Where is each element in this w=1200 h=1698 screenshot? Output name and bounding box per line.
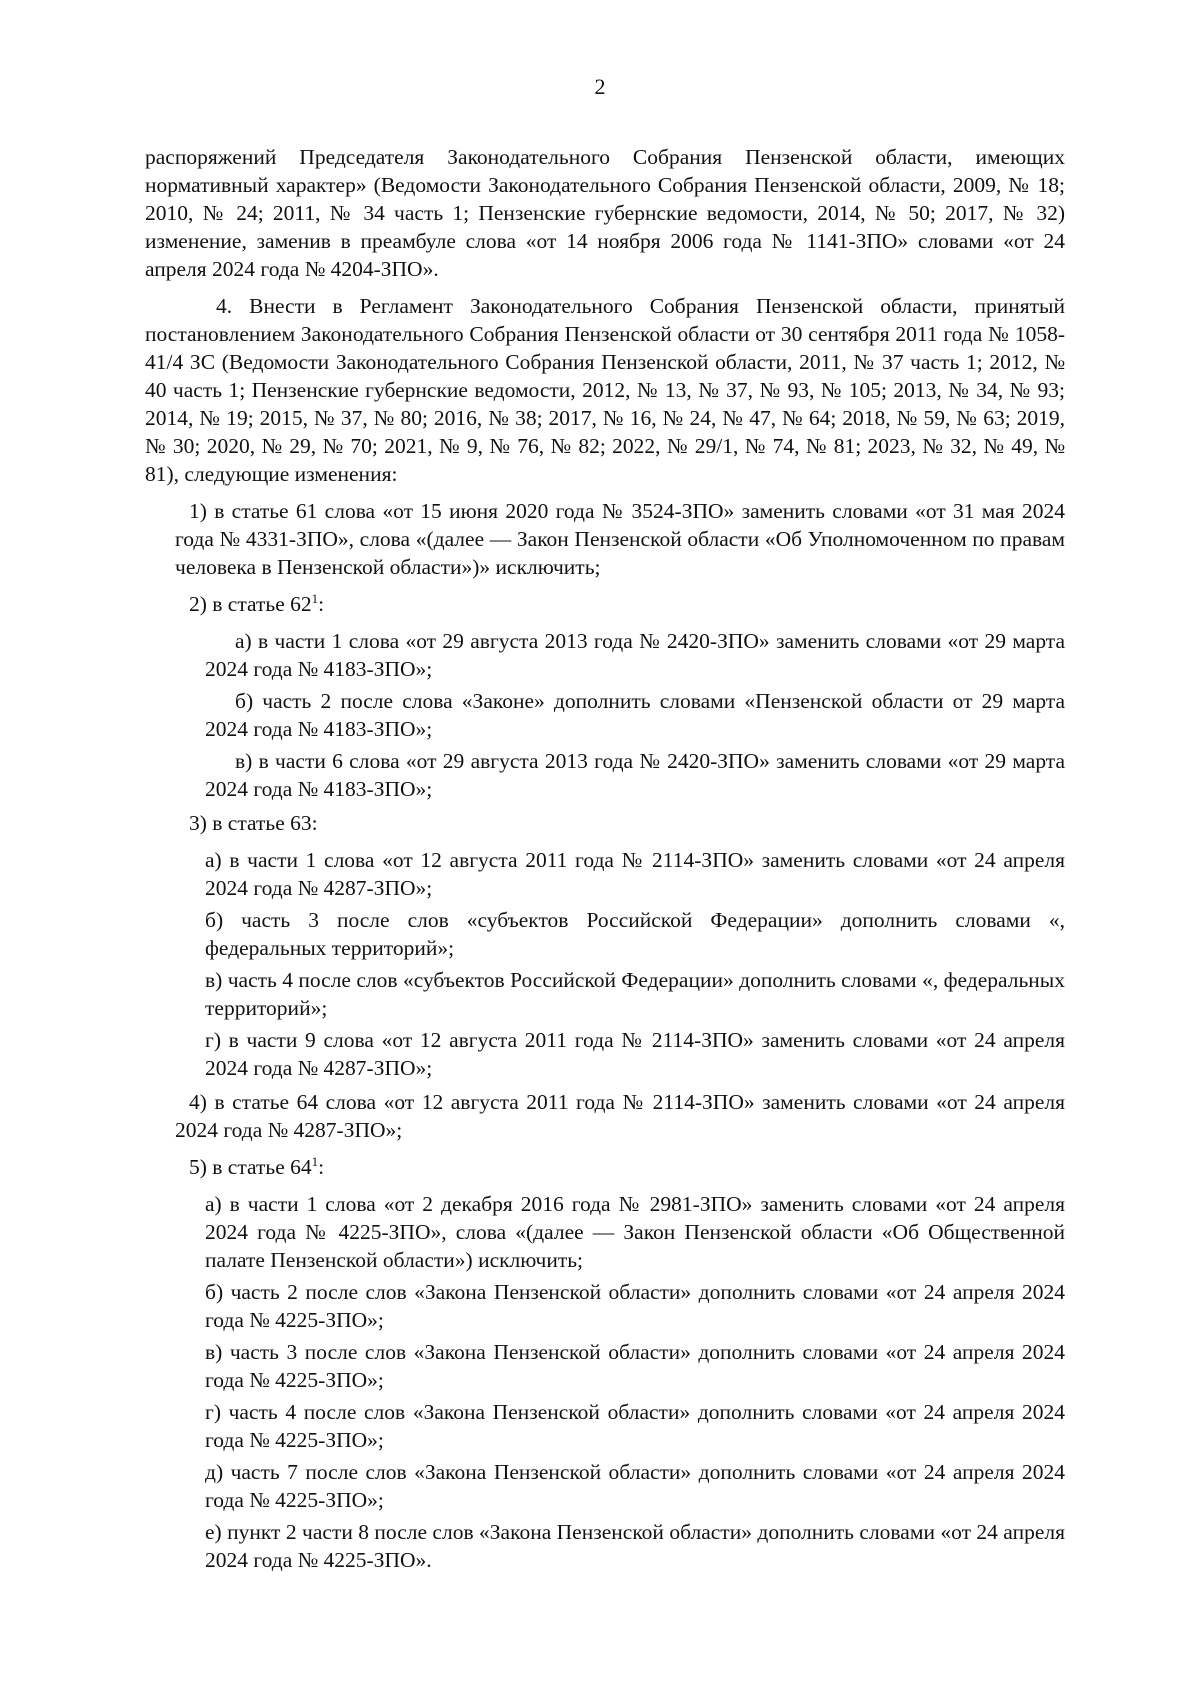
item-3-v: в) часть 4 после слов «субъектов Российской Федерации» дополнить словами «, федеральных территорий»; [205, 968, 1065, 1020]
item-2-b: б) часть 2 после слова «Законе» дополнить словами «Пензенской области от 29 марта 2024 года № 4183-ЗПО»; [205, 689, 1065, 741]
item-3-heading: 3) в статье 63: [189, 811, 318, 835]
item-2-v: в) в части 6 слова «от 29 августа 2013 года № 2420-ЗПО» заменить словами «от 29 марта 2024 года № 4183-ЗПО»; [205, 749, 1065, 801]
page-number: 2 [594, 74, 606, 99]
item-5-g: г) часть 4 после слов «Закона Пензенской области» дополнить словами «от 24 апреля 2024 года № 4225-ЗПО»; [205, 1400, 1065, 1452]
item-1: 1) в статье 61 слова «от 15 июня 2020 года № 3524-ЗПО» заменить словами «от 31 мая 2024 года № 4331-ЗПО», слова «(далее — Закон Пензенской области «Об Уполномоченном по правам человека в Пензенской области»)» исключить; [175, 499, 1065, 579]
paragraph-4: 4. Внести в Регламент Законодательного Собрания Пензенской области, принятый постановлением Законодательного Собрания Пензенской области от 30 сентября 2011 года № 1058-41/4 ЗС (Ведомости Законодательного Собрания Пензенской области, 2011, № 37 часть 1; 2012, № 40 часть 1; Пензенские губернские ведомости, 2012, № 13, № 37, № 93, № 105; 2013, № 34, № 93; 2014, № 19; 2015, № 37, № 80; 2016, № 38; 2017, № 16, № 24, № 47, № 64; 2018, № 59, № 63; 2019, № 30; 2020, № 29, № 70; 2021, № 9, № 76, № 82; 2022, № 29/1, № 74, № 81; 2023, № 32, № 49, № 81), следующие изменения: [145, 294, 1065, 486]
item-2-a: а) в части 1 слова «от 29 августа 2013 года № 2420-ЗПО» заменить словами «от 29 марта 2024 года № 4183-ЗПО»; [205, 629, 1065, 681]
item-5-heading [145, 1153, 1065, 1181]
item-2-heading-text: 2) в статье 62 [189, 592, 312, 616]
item-4: 4) в статье 64 слова «от 12 августа 2011 года № 2114-ЗПО» заменить словами «от 24 апреля 2024 года № 4287-ЗПО»; [175, 1090, 1065, 1142]
item-5-heading-text: 5) в статье 64 [189, 1155, 312, 1179]
item-5-b: б) часть 2 после слов «Закона Пензенской области» дополнить словами «от 24 апреля 2024 года № 4225-ЗПО»; [205, 1280, 1065, 1332]
item-2-heading-colon: : [318, 592, 325, 616]
item-3-g: г) в части 9 слова «от 12 августа 2011 года № 2114-ЗПО» заменить словами «от 24 апреля 2024 года № 4287-ЗПО»; [205, 1028, 1065, 1080]
item-5-a: а) в части 1 слова «от 2 декабря 2016 года № 2981-ЗПО» заменить словами «от 24 апреля 2024 года № 4225-ЗПО», слова «(далее — Закон Пензенской области «Об Общественной палате Пензенской области») исключить; [205, 1192, 1065, 1272]
item-5-e: е) пункт 2 части 8 после слов «Закона Пензенской области» дополнить словами «от 24 апреля 2024 года № 4225-ЗПО». [205, 1520, 1065, 1572]
document-body [145, 143, 1065, 1578]
item-5-heading-colon: : [318, 1155, 325, 1179]
item-2-superscript: 1 [311, 591, 319, 606]
item-5-d: д) часть 7 после слов «Закона Пензенской области» дополнить словами «от 24 апреля 2024 года № 4225-ЗПО»; [205, 1460, 1065, 1512]
item-3-a: а) в части 1 слова «от 12 августа 2011 года № 2114-ЗПО» заменить словами «от 24 апреля 2024 года № 4287-ЗПО»; [205, 848, 1065, 900]
paragraph-intro: распоряжений Председателя Законодательного Собрания Пензенской области, имеющих нормативный характер» (Ведомости Законодательного Собрания Пензенской области, 2009, № 18; 2010, № 24; 2011, № 34 часть 1; Пензенские губернские ведомости, 2014, № 50; 2017, № 32) изменение, заменив в преамбуле слова «от 14 ноября 2006 года № 1141-ЗПО» словами «от 24 апреля 2024 года № 4204-ЗПО». [145, 145, 1065, 281]
item-2-heading [145, 590, 1065, 618]
item-5-superscript: 1 [311, 1154, 319, 1169]
item-5-v: в) часть 3 после слов «Закона Пензенской области» дополнить словами «от 24 апреля 2024 года № 4225-ЗПО»; [205, 1340, 1065, 1392]
item-3-b: б) часть 3 после слов «субъектов Российской Федерации» дополнить словами «, федеральных территорий»; [205, 908, 1065, 960]
